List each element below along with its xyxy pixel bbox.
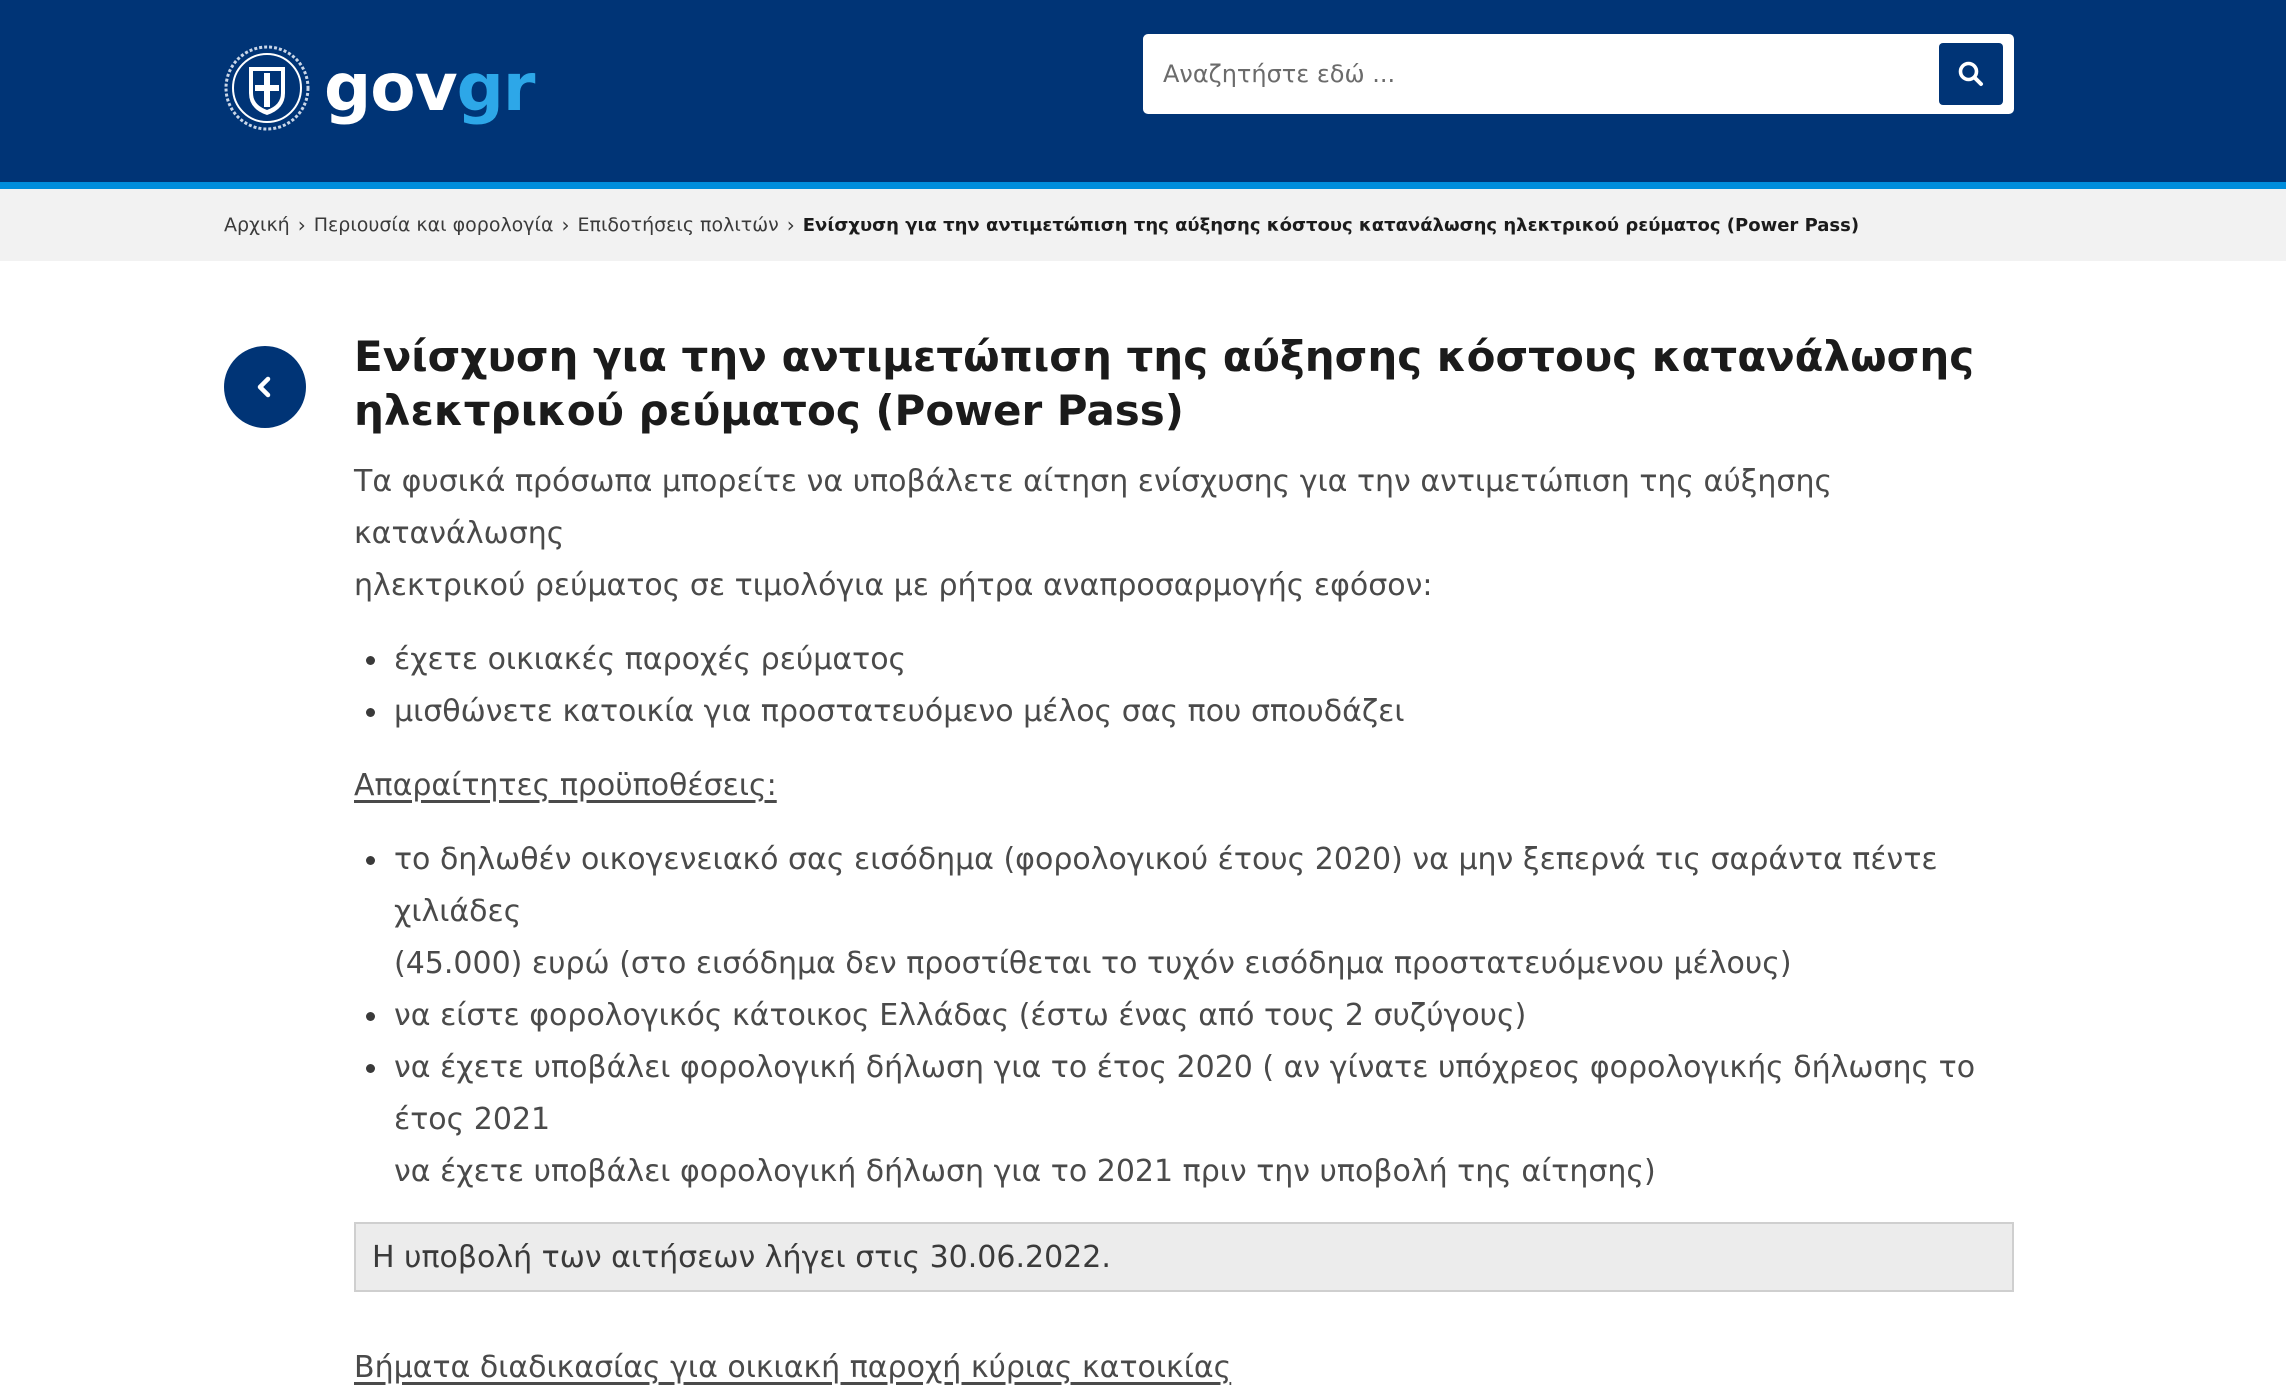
breadcrumb-bar [0, 189, 2286, 261]
steps-link[interactable]: Βήματα διαδικασίας για οικιακή παροχή κύριας κατοικίας [354, 1350, 1232, 1385]
list-item: έχετε οικιακές παροχές ρεύματος [354, 634, 2014, 686]
list-item: να είστε φορολογικός κάτοικος Ελλάδας (έστω ένας από τους 2 συζύγους) [354, 990, 2014, 1042]
eligibility-list [354, 634, 2014, 738]
site-header [0, 0, 2286, 182]
breadcrumb [224, 189, 1859, 261]
intro-paragraph: Τα φυσικά πρόσωπα μπορείτε να υποβάλετε αίτηση ενίσχυσης για την αντιμετώπιση της αύξησης κατανάλωσης ηλεκτρικού ρεύματος σε τιμολόγια με ρήτρα αναπροσαρμογής εφόσον: [354, 464, 1833, 603]
list-item: μισθώνετε κατοικία για προστατευόμενο μέλος σας που σπουδάζει [354, 686, 2014, 738]
magnifier-icon [1956, 59, 1986, 89]
search-box [1143, 34, 2014, 114]
chevron-right-icon: › [297, 213, 306, 237]
logo-wordmark: govgr [324, 49, 535, 126]
back-button[interactable] [224, 346, 306, 428]
chevron-right-icon: › [786, 213, 795, 237]
deadline-notice: Η υποβολή των αιτήσεων λήγει στις 30.06.2022. [354, 1222, 2014, 1292]
search-input[interactable] [1143, 34, 1923, 114]
chevron-left-icon [252, 374, 278, 400]
breadcrumb-citizen-subsidies[interactable]: Επιδοτήσεις πολιτών [577, 214, 779, 236]
breadcrumb-current: Ενίσχυση για την αντιμετώπιση της αύξησης κόστους κατανάλωσης ηλεκτρικού ρεύματος (Power Pass) [802, 214, 1860, 236]
breadcrumb-property-taxation[interactable]: Περιουσία και φορολογία [313, 214, 554, 236]
greek-coat-of-arms-icon [224, 45, 310, 131]
requirements-list [354, 834, 2014, 1198]
breadcrumb-home[interactable]: Αρχική [224, 214, 290, 236]
page-title: Ενίσχυση για την αντιμετώπιση της αύξησης κόστους κατανάλωσης ηλεκτρικού ρεύματος (Power Pass) [354, 332, 1975, 435]
list-item: να έχετε υποβάλει φορολογική δήλωση για το έτος 2020 ( αν γίνατε υπόχρεος φορολογικής δήλωσης το έτος 2021 να έχετε υποβάλει φορολογική δήλωση για το 2021 πριν την υποβολή της αίτησης) [354, 1042, 2014, 1198]
govgr-logo[interactable] [224, 40, 534, 136]
header-accent-bar [0, 182, 2286, 189]
requirements-heading: Απαραίτητες προϋποθέσεις: [354, 768, 777, 803]
chevron-right-icon: › [561, 213, 570, 237]
main-content [354, 330, 2014, 1394]
search-button[interactable] [1939, 43, 2003, 105]
list-item: το δηλωθέν οικογενειακό σας εισόδημα (φορολογικού έτους 2020) να μην ξεπερνά τις σαράντα πέντε χιλιάδες (45.000) ευρώ (στο εισόδημα δεν προστίθεται το τυχόν εισόδημα προστατευόμενου μέλους) [354, 834, 2014, 990]
